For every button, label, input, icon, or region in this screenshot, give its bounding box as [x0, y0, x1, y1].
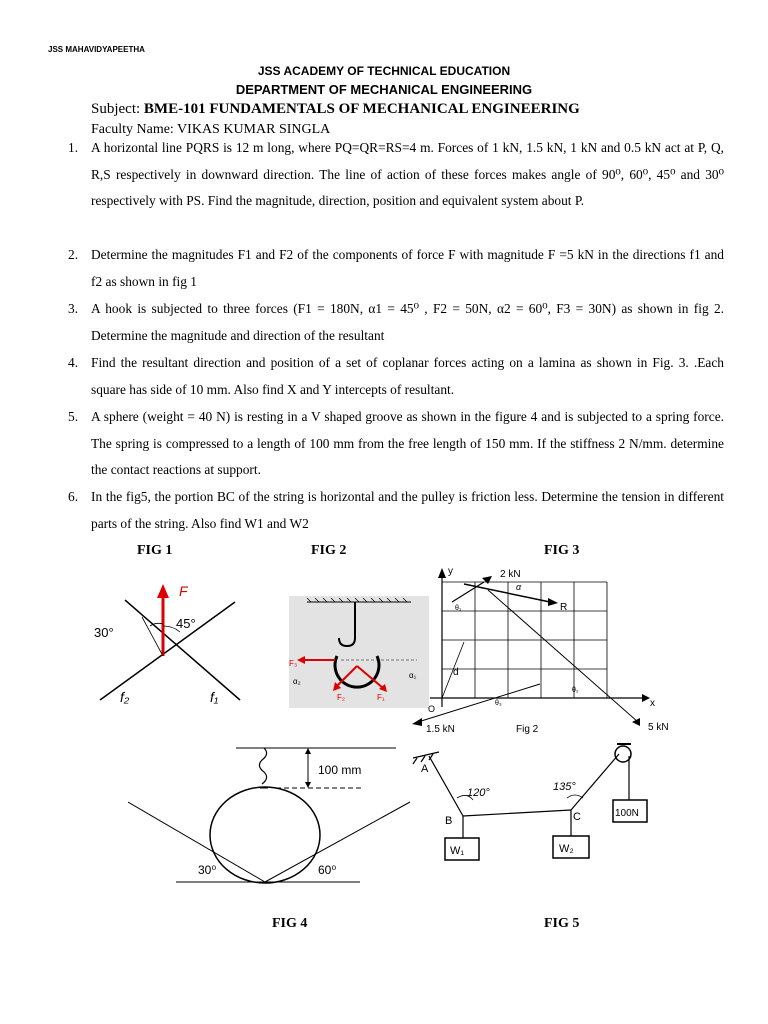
label-theta1: θ₁	[455, 605, 462, 612]
fig5-caption: FIG 5	[544, 916, 580, 931]
question-text: Find the resultant direction and position of a set of coplanar forces acting on a lamina as shown in Fig. 3. .Each square has side of 10 mm. Also find X and Y intercepts of resultant.	[91, 355, 724, 397]
string-ab	[429, 756, 463, 816]
question-number: 3.	[68, 301, 79, 316]
angle-30-label: 30°	[94, 625, 114, 640]
ref-line	[142, 617, 163, 656]
force-15kn-arrowhead	[412, 718, 422, 726]
x-axis-arrowhead	[642, 694, 650, 702]
academy-name: JSS ACADEMY OF TECHNICAL EDUCATION	[257, 64, 511, 78]
angle-135-label: 135°	[553, 781, 576, 793]
fig4-diagram	[128, 738, 418, 888]
string-cd	[571, 754, 619, 810]
question-number: 6.	[68, 489, 79, 504]
subject-title: BME-101 FUNDAMENTALS OF MECHANICAL ENGINEERING	[143, 101, 580, 117]
resultant-r	[464, 584, 550, 602]
label-c: C	[573, 811, 581, 823]
label-theta3: θ₃	[495, 700, 502, 707]
left-angle-label: 30⁰	[198, 863, 217, 877]
question-text: Determine the magnitudes F1 and F2 of the components of force F with magnitude F =5 kN in the directions f1 and f2 as shown in fig 1	[91, 247, 724, 289]
faculty-name: Faculty Name: VIKAS KUMAR SINGLA	[91, 122, 331, 137]
subject-line	[91, 101, 580, 118]
y-label: y	[448, 566, 453, 577]
f2-line	[100, 602, 235, 700]
label-theta2: θ₂	[572, 687, 579, 694]
ceiling-left	[413, 752, 439, 758]
pulley	[615, 746, 631, 762]
origin-label: O	[428, 704, 436, 714]
question-number: 2.	[68, 247, 79, 262]
label-alpha: α	[516, 582, 522, 592]
f1-line	[125, 600, 240, 700]
fig3-caption: FIG 3	[544, 543, 580, 558]
question-text: A sphere (weight = 40 N) is resting in a V shaped groove as shown in the figure 4 and is subjected to a spring force. The spring is compressed to a length of 100 mm from the free length of 150 mm. If the stiffness 2 N/mm. determine the contact reactions at support.	[91, 409, 724, 477]
string-bc	[463, 810, 571, 816]
angle-arc-c	[567, 795, 583, 798]
label-d: d	[453, 667, 459, 678]
groove-right	[265, 802, 410, 882]
force-5kn-arrowhead	[632, 718, 640, 726]
sphere	[210, 787, 320, 883]
f1-label: f₁	[210, 689, 219, 705]
fig5-diagram	[405, 740, 685, 880]
angle-45-label: 45°	[176, 616, 196, 631]
fig3-inner-caption: Fig 2	[516, 724, 539, 735]
groove-left	[128, 802, 265, 882]
force-label: F	[179, 583, 188, 599]
grid	[442, 582, 607, 698]
question-text: A hook is subjected to three forces (F1 = 180N, α1 = 45⁰ , F2 = 50N, α2 = 60⁰, F3 = 30N) as shown in fig 2. Determine the magnitude and direction of the resultant	[91, 301, 724, 343]
force-15kn	[418, 684, 540, 722]
label-r: R	[560, 602, 568, 613]
right-angle-label: 60⁰	[318, 863, 337, 877]
load-label: 100N	[615, 808, 639, 819]
school-name: JSS MAHAVIDYAPEETHA	[48, 45, 145, 54]
question-text: In the fig5, the portion BC of the string is horizontal and the pulley is friction less. Determine the tension in different parts of the string. Also find W1 and W2	[91, 489, 724, 531]
w2-label: W₂	[559, 843, 574, 855]
subject-label: Subject:	[91, 101, 141, 117]
alpha1-label: α₁	[409, 671, 417, 680]
question-number: 5.	[68, 409, 79, 424]
question-number: 1.	[68, 140, 79, 155]
f3-label: F₃	[289, 659, 298, 668]
w1-label: W₁	[450, 845, 465, 857]
f2-label: f₂	[120, 689, 130, 705]
force-arrowhead	[157, 584, 169, 598]
fig2-caption: FIG 2	[311, 543, 347, 558]
label-15kn: 1.5 kN	[426, 724, 455, 735]
dim-arrowhead-bottom	[305, 782, 311, 788]
fig3-diagram	[400, 562, 690, 738]
dim-arrowhead-top	[305, 748, 311, 754]
fig1-diagram	[80, 570, 260, 710]
angle-120-label: 120°	[467, 787, 490, 799]
f1-label: F₁	[377, 693, 385, 702]
spring	[259, 748, 266, 784]
question-text: A horizontal line PQRS is 12 m long, where PQ=QR=RS=4 m. Forces of 1 kN, 1.5 kN, 1 kN and 0.5 kN act at P, Q, R,S respectively in downward direction. The line of action of these forces makes angle of 90⁰, 60⁰, 45⁰ and 30⁰ respectively with PS. Find the magnitude, direction, position and equivalent system about P.	[91, 140, 724, 208]
fig4-caption: FIG 4	[272, 916, 308, 931]
label-a: A	[421, 763, 429, 775]
label-5kn: 5 kN	[648, 722, 669, 733]
resultant-arrowhead	[548, 598, 558, 606]
y-axis-arrowhead	[438, 568, 446, 578]
alpha2-label: α₂	[293, 677, 301, 686]
length-label: 100 mm	[318, 763, 362, 777]
label-2kn: 2 kN	[500, 569, 521, 580]
x-label: x	[650, 698, 655, 709]
question-number: 4.	[68, 355, 79, 370]
f2-label: F₂	[337, 693, 345, 702]
label-b: B	[445, 815, 453, 827]
fig1-caption: FIG 1	[137, 543, 173, 558]
department-name: DEPARTMENT OF MECHANICAL ENGINEERING	[235, 82, 533, 97]
